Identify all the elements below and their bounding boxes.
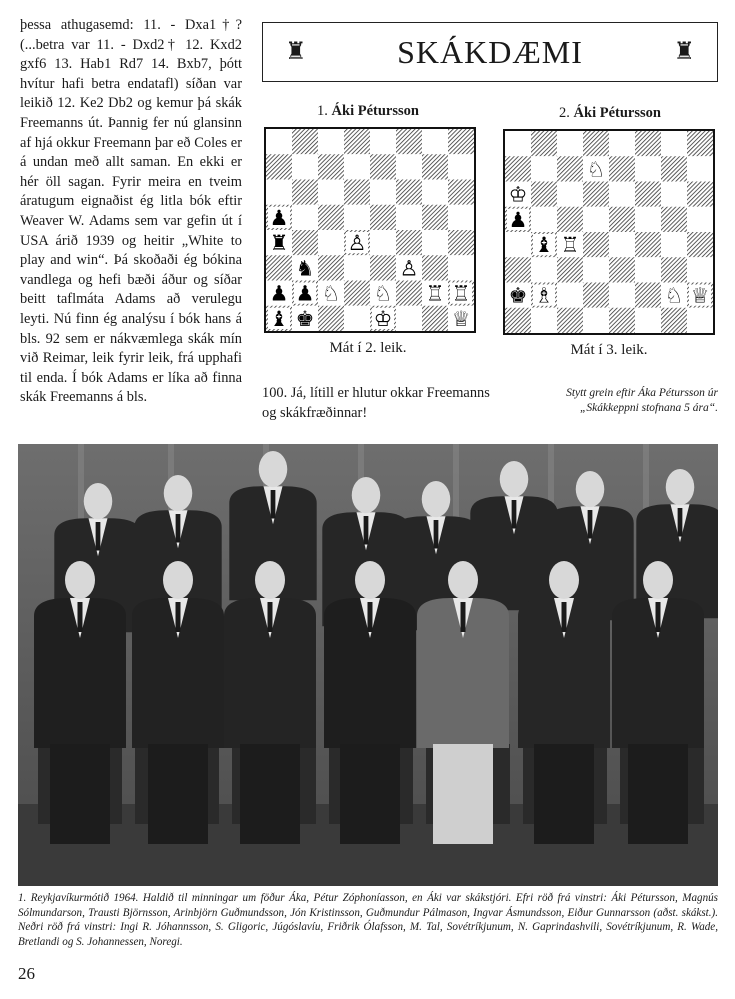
board-square [422,255,448,280]
board-square [531,207,557,232]
person-tie [588,510,593,539]
person-head [666,469,695,505]
board-square [448,255,474,280]
board-square [661,232,687,257]
chess-piece: ♙ [347,231,367,256]
person-legs [50,744,110,844]
board-square [318,230,344,255]
board-square [292,129,318,154]
board-square [370,230,396,255]
board-square [557,207,583,232]
person-head [164,475,193,511]
board-square [370,205,396,230]
board-square [583,182,609,207]
board-square [609,182,635,207]
board-square [448,205,474,230]
board-square [635,131,661,156]
board-square [635,257,661,282]
board-square [292,230,318,255]
board-square [687,131,713,156]
board-square [422,154,448,179]
person-head [448,561,478,599]
chess-piece: ♖ [425,281,445,306]
person-tie [364,516,369,545]
board-square [635,182,661,207]
person-tie [271,490,276,519]
diagram-2-caption: Mát í 3. leik. [570,342,648,358]
person-tie [78,602,83,632]
board-square [318,154,344,179]
board-square [448,180,474,205]
group-photo [18,444,718,886]
person-head [65,561,95,599]
person-legs [628,744,688,844]
chess-piece: ♗ [534,283,554,308]
board-square [661,257,687,282]
board-square [448,154,474,179]
board-square [505,308,531,333]
board-square [687,207,713,232]
chess-piece: ♝ [534,233,554,258]
photo-caption: 1. Reykjavíkurmótið 1964. Haldið til minningar um föður Áka, Pétur Zóphoníasson, en Áki var skákstjóri. Efri röð frá vinstri: Áki Pétursson, Magnús Sólmundarson, Trausti Björnsson, Arinbjörn Guðmundsson, Jón Kristinsson, Guðmundur Pálmason, Ingvar Ásmundsson, Eiður Gunnarsson (aðst. skákst.). Neðri röð frá vinstri: Ingi R. Jóhannsson, S. Gligoric, Júgóslavíu, Friðrik Ólafsson, M. Tal, Sovétríkjunum, N. Gaprindashvili, Sovétríkjunum, R. Wade, Bretlandi og S. Johannessen, Noregi. [18,892,718,948]
board-square [557,156,583,181]
board-square [583,257,609,282]
board-square [661,308,687,333]
diagram-2-label [504,105,716,122]
person-head [422,481,451,517]
diagram-1-number: 1. [317,103,328,119]
person-tie [368,602,373,632]
chess-piece: ♘ [373,281,393,306]
board-square [266,255,292,280]
board-square [344,281,370,306]
board-square [557,308,583,333]
chess-piece: ♔ [373,306,393,331]
chess-piece: ♚ [508,283,528,308]
chess-piece: ♙ [399,256,419,281]
board-square [396,129,422,154]
board-square [635,308,661,333]
diagram-2-number: 2. [559,105,570,121]
board-square [661,131,687,156]
board-square [531,257,557,282]
person-tie [268,602,273,632]
person-legs [433,744,493,844]
board-square [557,257,583,282]
board-square [292,205,318,230]
board-square [505,131,531,156]
chess-piece: ♟ [269,205,289,230]
board-square [687,257,713,282]
person-tie [461,602,466,632]
board-square [505,232,531,257]
person-legs [240,744,300,844]
chess-diagram-2 [503,129,715,335]
board-square [422,205,448,230]
board-square [344,180,370,205]
board-square [557,182,583,207]
board-square [583,207,609,232]
person-tie [678,508,683,537]
board-square [318,306,344,331]
person-tie [512,500,517,529]
board-square [661,156,687,181]
person-head [576,471,605,507]
board-square [318,180,344,205]
board-square [635,156,661,181]
body-text-left-column [20,16,242,408]
board-square [661,207,687,232]
board-square [635,207,661,232]
article-credit: Stytt grein eftir Áka Pétursson úr „Skákkeppni stofnana 5 ára“. [566,387,718,414]
chess-diagram-1 [264,127,476,333]
person-tie [176,514,181,543]
board-square [583,232,609,257]
board-square [609,207,635,232]
chess-piece: ♘ [586,157,606,182]
paragraph: þessa athugasemd: 11. - Dxa1†? (...betra var 11. - Dxd2† 12. Kxd2 gxf6 13. Hab1 Rd7 14. Bxb7, þótt hvítur hafi betra endatafl) síðan var leikið 12. Ke2 Db2 og kemur þá skák Freemanns út. Þannig fer nú glansinn af hjá okkur Freemann þar eð Coles er á undan með allt saman. En ekki er hér öll sagan. Fyrir meira en tveim áratugum eignaðist ég litla bók eftir Weaver W. Adams sem var gefin út í USA árið 1939 og heitir „White to play and win“. Þá skoðaði ég bókina vandlega og hefi bæði áður og síðar beitt taflmáta Adams að verulegu leyti. Nú finn ég analýsu í bók hans á bls. 92 sem er nákvæmlega skák mín við Reimar, leik fyrir leik, frá upphafi til enda. Í bók Adams er líka að finna skák Freemanns á bls. [20,17,242,406]
chess-piece: ♘ [664,283,684,308]
board-square [422,129,448,154]
diagram-2-author: Áki Pétursson [573,105,661,121]
section-banner [262,22,718,82]
board-square [635,232,661,257]
board-square [448,230,474,255]
board-square [505,156,531,181]
person-head [549,561,579,599]
chess-piece: ♖ [560,233,580,258]
chess-piece: ♔ [508,182,528,207]
board-square [609,257,635,282]
person-head [500,461,529,497]
rook-icon: ♜ [673,39,695,65]
chess-piece: ♟ [295,281,315,306]
board-square [266,180,292,205]
board-square [318,129,344,154]
board-square [422,306,448,331]
board-square [687,156,713,181]
board-square [292,154,318,179]
board-square [687,182,713,207]
person-head [163,561,193,599]
board-square [422,180,448,205]
board-square [531,308,557,333]
chess-piece: ♕ [451,306,471,331]
board-square [609,232,635,257]
board-square [609,156,635,181]
person-head [255,561,285,599]
diagram-1-label [262,103,474,120]
diagram-1-caption: Mát í 2. leik. [329,340,407,356]
board-square [344,154,370,179]
board-square [583,283,609,308]
board-square [344,205,370,230]
board-square [531,182,557,207]
board-square [505,257,531,282]
board-square [422,230,448,255]
person-head [259,451,288,487]
person-tie [656,602,661,632]
board-square [396,306,422,331]
board-square [687,232,713,257]
chess-piece: ♜ [269,231,289,256]
board-square [448,129,474,154]
chess-piece: ♖ [451,281,471,306]
chess-piece: ♝ [269,306,289,331]
person-tie [176,602,181,632]
board-square [609,283,635,308]
diagram-1-author: Áki Pétursson [331,103,419,119]
person-tie [434,520,439,549]
board-square [344,255,370,280]
board-square [583,308,609,333]
board-square [396,154,422,179]
board-square [583,131,609,156]
board-square [344,306,370,331]
board-square [557,131,583,156]
person-head [84,483,113,519]
person-tie [96,522,101,551]
board-square [661,182,687,207]
chess-piece: ♕ [690,283,710,308]
board-square [635,283,661,308]
chess-piece: ♟ [269,281,289,306]
board-square [396,281,422,306]
group-photo-illustration [18,444,718,886]
board-square [609,308,635,333]
chess-board-svg [505,131,713,333]
board-square [318,255,344,280]
board-square [396,180,422,205]
board-square [266,154,292,179]
person-head [355,561,385,599]
board-square [557,283,583,308]
page-number: 26 [18,964,35,983]
chess-piece: ♘ [321,281,341,306]
person-head [643,561,673,599]
chess-piece: ♚ [295,306,315,331]
board-square [396,230,422,255]
board-square [531,156,557,181]
person-legs [148,744,208,844]
chess-piece: ♟ [508,207,528,232]
person-legs [340,744,400,844]
board-square [687,308,713,333]
chess-board-svg [266,129,474,331]
person-tie [562,602,567,632]
board-square [370,255,396,280]
section-title: SKÁKDÆMI [397,33,583,70]
person-head [352,477,381,513]
board-square [531,131,557,156]
board-square [396,205,422,230]
board-square [609,131,635,156]
board-square [292,180,318,205]
board-square [370,154,396,179]
person-legs [534,744,594,844]
board-square [266,129,292,154]
chess-piece: ♞ [295,256,315,281]
board-square [370,129,396,154]
body-text-continuation: 100. Já, lítill er hlutur okkar Freemanns og skákfræðinnar! [262,385,490,421]
board-square [370,180,396,205]
board-square [318,205,344,230]
rook-icon: ♜ [285,39,307,65]
board-square [344,129,370,154]
